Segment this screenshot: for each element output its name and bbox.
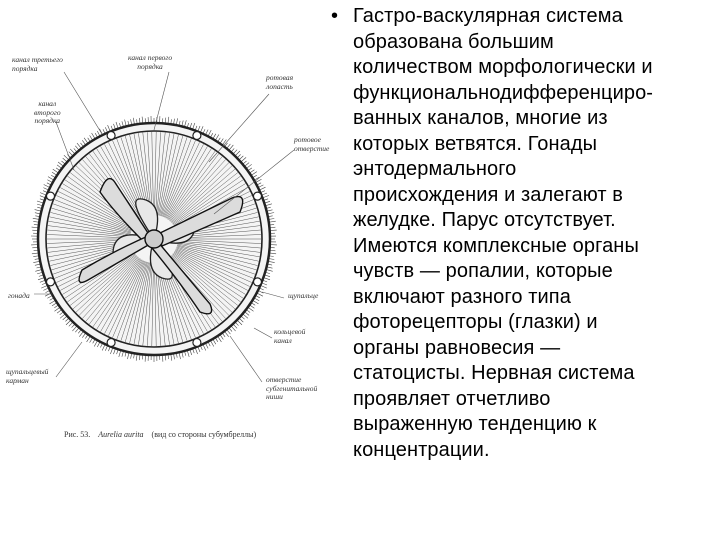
medusa-figure <box>4 42 336 452</box>
figure-caption <box>64 430 256 439</box>
label-canal-second-order: канал второго порядка <box>34 99 61 125</box>
caption-species: Aurelia aurita <box>98 430 144 439</box>
label-tentacle: щупальце <box>288 291 319 300</box>
label-rhopalium: щупальцевый карман <box>6 367 49 385</box>
label-canal-first-order: канал первого порядка <box>128 53 173 71</box>
label-ring-canal: кольцевой канал <box>274 327 306 345</box>
bullet-point: • <box>331 5 339 27</box>
label-gonad: гонада <box>8 291 30 300</box>
bullet-text-block <box>330 4 716 463</box>
label-mouth-opening: ротовое отверстие <box>294 135 330 153</box>
body-paragraph: Гастро-васкулярная система образована большим количеством морфологически и функциональнодифференциро- ванных каналов, многие из которых ветвятся. Гонады энтодермального происхождения и залегают в желудке. Парус отсутствует. Имеются комплексные органы чувств — ропалии, которые включают разного типа фоторецепторы (глазки) и органы равновесия — статоцисты. Нервная система проявляет отчетливо выраженную тенденцию к концентрации. <box>353 5 654 461</box>
caption-note: (вид со стороны субумбреллы) <box>151 430 257 439</box>
label-oral-lobe: ротовая лопасть <box>266 73 294 91</box>
mouth-opening <box>145 230 163 248</box>
caption-number: Рис. 53. <box>64 430 91 439</box>
label-canal-third-order: канал третьего порядка <box>12 55 63 73</box>
label-subgenital-opening: отверстие субгенитальной ниши <box>266 375 318 401</box>
